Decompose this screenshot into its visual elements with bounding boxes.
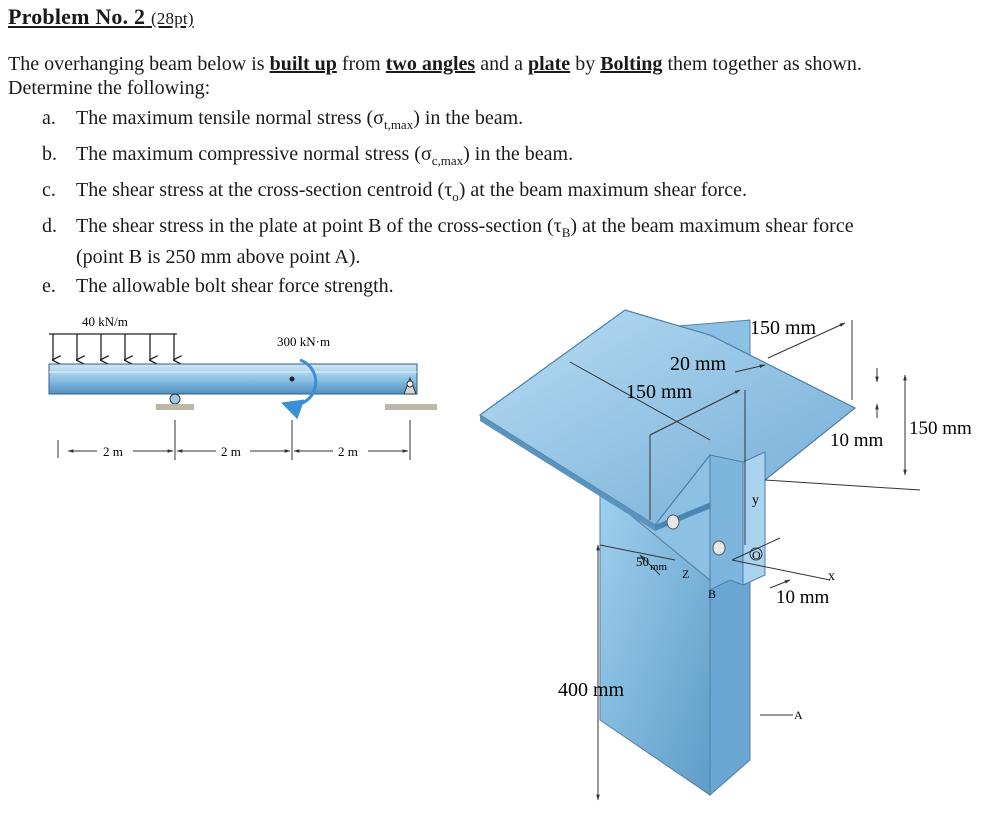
question-text: The maximum compressive normal stress (σ <box>76 143 432 165</box>
question-list <box>42 106 892 310</box>
question-label: c. <box>42 179 56 201</box>
dim-leg-length: 150 mm <box>626 381 693 403</box>
question-text: The shear stress in the plate at point B of the cross-section (τ <box>76 215 562 237</box>
angle-leg-vertical <box>743 452 765 585</box>
moment-point <box>290 377 295 382</box>
intro-text-3: and a <box>475 53 528 75</box>
angle-flange <box>480 310 855 525</box>
point-a-label: A <box>794 708 803 722</box>
problem-intro <box>8 52 888 100</box>
point-b-label: B <box>708 587 717 601</box>
question-item <box>42 178 892 209</box>
dim-top-width: 150 mm <box>750 317 817 339</box>
axis-x-label: x <box>828 569 835 584</box>
question-label: e. <box>42 275 56 297</box>
question-label: a. <box>42 107 56 129</box>
question-sub: o <box>452 189 459 204</box>
problem-title <box>8 4 194 30</box>
span-3-label: 2 m <box>338 444 358 459</box>
point-o-label: O <box>752 548 761 562</box>
intro-bolting: Bolting <box>600 53 663 75</box>
distributed-load-label: 40 kN/m <box>82 314 128 329</box>
span-2-label: 2 m <box>221 444 241 459</box>
problem-title-text: Problem No. 2 <box>8 4 146 29</box>
intro-text-1: The overhanging beam below is <box>8 53 270 75</box>
question-text: The shear stress at the cross-section centroid (τ <box>76 179 453 201</box>
question-item <box>42 142 892 173</box>
intro-text-4: by <box>570 53 601 75</box>
question-item <box>42 106 892 137</box>
dim-flange-thk: 10 mm <box>830 430 884 451</box>
beam-diagram <box>0 300 460 480</box>
question-text-end: ) in the beam. <box>463 143 574 165</box>
bolt-dist-num: 50 <box>636 554 649 569</box>
intro-text-5: them together as shown. Determine the following: <box>8 53 862 99</box>
question-text: The maximum tensile normal stress (σ <box>76 107 384 129</box>
axis-z-label: Z <box>682 567 690 581</box>
question-text: The allowable bolt shear force strength. <box>76 275 394 297</box>
roller-support <box>156 394 194 410</box>
moment-label: 300 kN·m <box>277 334 331 349</box>
dim-plate-height: 400 mm <box>558 679 625 701</box>
bolt-left <box>667 515 679 529</box>
bolt-right <box>713 541 725 555</box>
question-item <box>42 214 892 269</box>
intro-two-angles: two angles <box>385 53 476 75</box>
dim-flange-height: 150 mm <box>909 418 972 439</box>
dim-leg-thickness: 20 mm <box>670 353 727 375</box>
load-arrows <box>53 334 174 360</box>
question-sub: t,max <box>383 117 414 132</box>
bolt-dist-unit: mm <box>650 561 668 573</box>
intro-plate: plate <box>527 53 571 75</box>
question-label: d. <box>42 215 57 237</box>
angle-leg-inner <box>710 455 743 590</box>
problem-points: (28pt) <box>150 9 194 28</box>
question-sub: c,max <box>431 153 464 168</box>
question-text-end: ) at the beam maximum shear force. <box>458 179 747 201</box>
dim-plate-thk: 10 mm <box>776 587 830 608</box>
question-label: b. <box>42 143 57 165</box>
question-sub: B <box>561 225 571 240</box>
intro-text-2: from <box>336 53 386 75</box>
axis-y-label: y <box>752 493 759 508</box>
question-text-end: ) at the beam maximum shear force (point B is 250 mm above point A). <box>76 215 854 268</box>
cross-section-diagram <box>460 290 996 815</box>
beam-body <box>49 364 417 394</box>
question-text-end: ) in the beam. <box>413 107 524 129</box>
span-1-label: 2 m <box>103 444 123 459</box>
intro-built-up: built up <box>269 53 337 75</box>
